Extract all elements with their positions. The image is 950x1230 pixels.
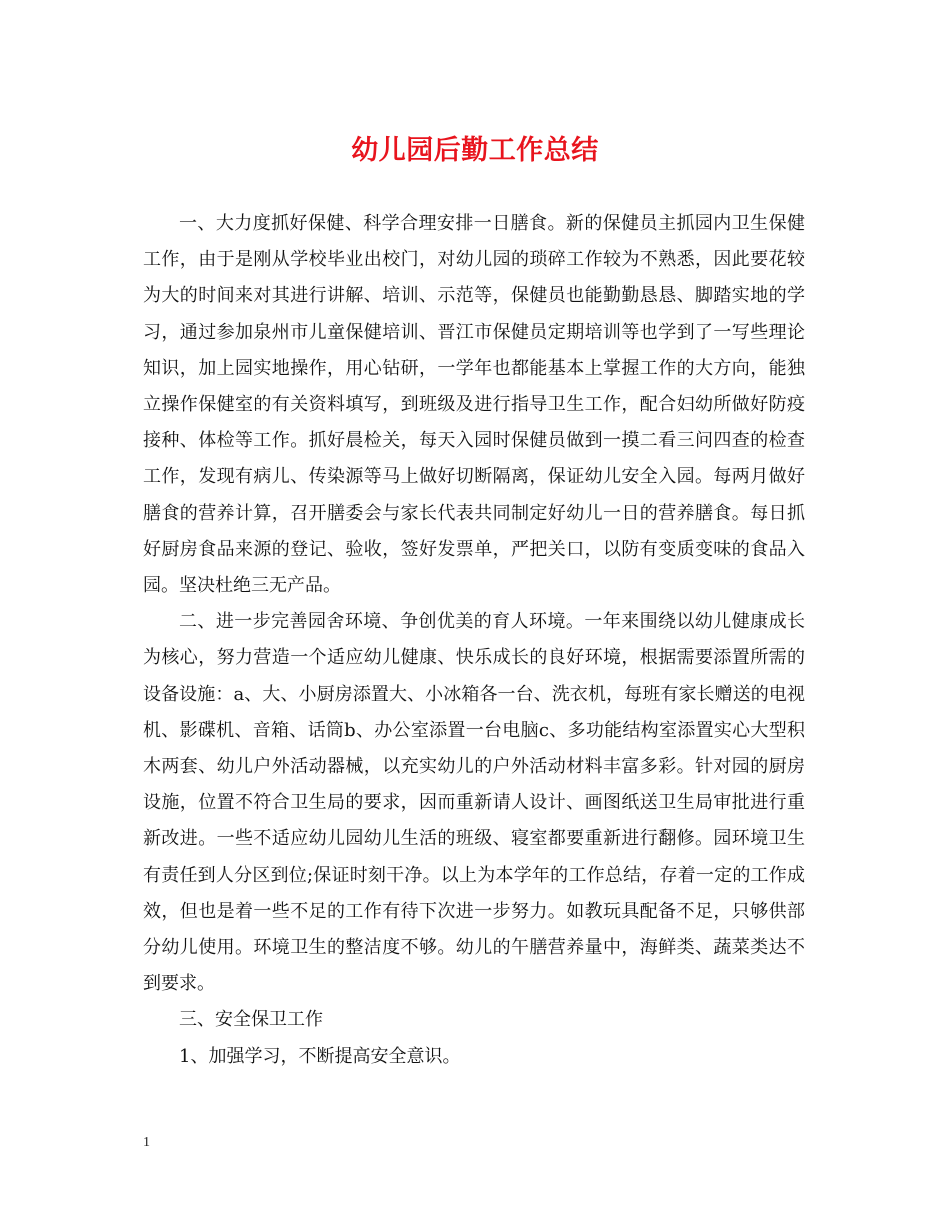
section-heading-safety: 三、安全保卫工作: [179, 1009, 323, 1031]
paragraph-2: 二、进一步完善园舍环境、争创优美的育人环境。一年来围绕以幼儿健康成长为核心，努力营造一个适应幼儿健康、快乐成长的良好环境，根据需要添置所需的设备设施：a、大、小厨房添置大、小冰箱各一台、洗衣机，每班有家长赠送的电视机、影碟机、音箱、话筒b、办公室添置一台电脑c、多功能结构室添置实心大型积木两套、幼儿户外活动器械，以充实幼儿的户外活动材料丰富多彩。针对园的厨房设施，位置不符合卫生局的要求，因而重新请人设计、画图纸送卫生局审批进行重新改进。一些不适应幼儿园幼儿生活的班级、寝室都要重新进行翻修。园环境卫生有责任到人分区到位;保证时刻干净。以上为本学年的工作总结，存着一定的工作成效，但也是着一些不足的工作有待下次进一步努力。如教玩具配备不足，只够供部分幼儿使用。环境卫生的整洁度不够。幼儿的午膳营养量中，海鲜类、蔬菜类达不到要求。: [143, 611, 805, 995]
document-body: [143, 206, 805, 1075]
document-title: 幼儿园后勤工作总结: [351, 135, 599, 166]
paragraph-safety-1: 1、加强学习，不断提高安全意识。: [179, 1045, 461, 1067]
paragraph-1: 一、大力度抓好保健、科学合理安排一日膳食。新的保健员主抓园内卫生保健工作，由于是刚从学校毕业出校门，对幼儿园的琐碎工作较为不熟悉，因此要花较为大的时间来对其进行讲解、培训、示范等，保健员也能勤勤恳恳、脚踏实地的学习，通过参加泉州市儿童保健培训、晋江市保健员定期培训等也学到了一写些理论知识，加上园实地操作，用心钻研，一学年也都能基本上掌握工作的大方向，能独立操作保健室的有关资料填写，到班级及进行指导卫生工作，配合妇幼所做好防疫接种、体检等工作。抓好晨检关，每天入园时保健员做到一摸二看三问四查的检查工作，发现有病儿、传染源等马上做好切断隔离，保证幼儿安全入园。每两月做好膳食的营养计算，召开膳委会与家长代表共同制定好幼儿一日的营养膳食。每日抓好厨房食品来源的登记、验收，签好发票单，严把关口，以防有变质变味的食品入园。坚决杜绝三无产品。: [143, 213, 805, 597]
page-number: 1: [143, 1135, 150, 1150]
